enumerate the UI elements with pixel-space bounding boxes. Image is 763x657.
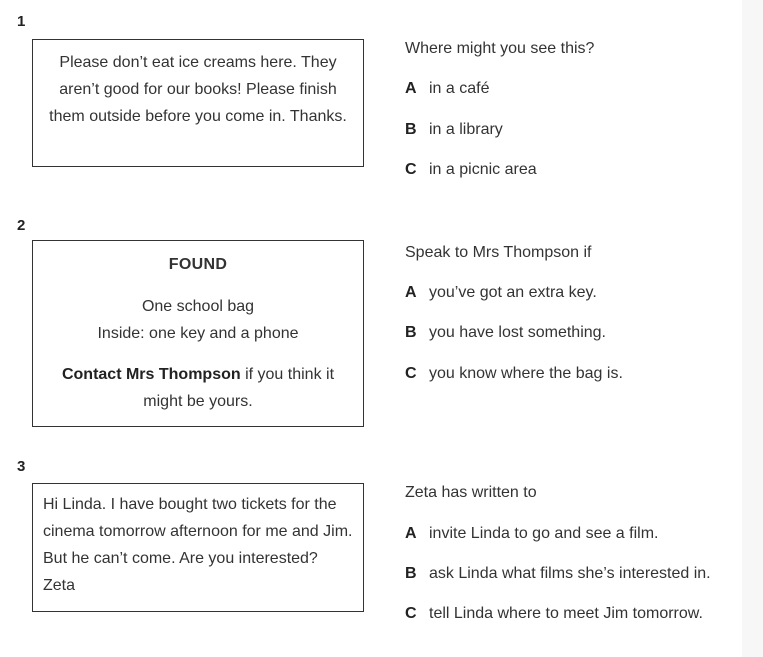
- option-text: you have lost something.: [429, 324, 606, 341]
- found-title: FOUND: [168, 256, 228, 273]
- question-3-option-a[interactable]: [405, 525, 658, 543]
- option-text: you know where the bag is.: [429, 365, 623, 382]
- option-letter: A: [405, 80, 417, 97]
- question-2-option-c[interactable]: [405, 365, 623, 383]
- notice-3-text: Hi Linda. I have bought two tickets for the cinema tomorrow afternoon for me and Jim. But he can’t come. Are you interested? Zeta: [43, 496, 353, 594]
- contact-name: Contact Mrs Thompson: [61, 366, 241, 383]
- notice-box-1: [32, 39, 364, 167]
- option-letter: B: [405, 565, 417, 582]
- question-1-option-c[interactable]: [405, 161, 537, 179]
- contact-rest: if you think it might be yours.: [143, 366, 335, 410]
- found-line-1: One school bag: [141, 298, 255, 315]
- question-1-option-a[interactable]: [405, 80, 489, 98]
- question-1-prompt: Where might you see this?: [405, 40, 595, 57]
- found-line-2: Inside: one key and a phone: [97, 325, 299, 342]
- question-2-prompt: Speak to Mrs Thompson if: [405, 244, 592, 261]
- option-text: in a café: [429, 80, 490, 97]
- notice-1-text: Please don’t eat ice creams here. They aren’t good for our books! Please finish them outside before you come in. Thanks.: [49, 54, 347, 125]
- found-contact: [45, 361, 351, 415]
- option-text: you’ve got an extra key.: [429, 284, 597, 301]
- option-letter: B: [405, 121, 417, 138]
- question-2-option-b[interactable]: [405, 324, 606, 342]
- option-text: tell Linda where to meet Jim tomorrow.: [429, 605, 703, 622]
- question-number-3: 3: [17, 458, 26, 475]
- option-text: in a picnic area: [429, 161, 537, 178]
- option-letter: A: [405, 284, 417, 301]
- question-2-option-a[interactable]: [405, 284, 597, 302]
- option-letter: C: [405, 365, 417, 382]
- option-letter: A: [405, 525, 417, 542]
- option-letter: C: [405, 161, 417, 178]
- option-text: in a library: [429, 121, 503, 138]
- question-1-option-b[interactable]: [405, 121, 503, 139]
- question-number-1: 1: [17, 13, 26, 30]
- option-letter: B: [405, 324, 417, 341]
- notice-box-3: [32, 483, 364, 612]
- option-letter: C: [405, 605, 417, 622]
- question-3-prompt: Zeta has written to: [405, 484, 537, 501]
- option-text: ask Linda what films she’s interested in.: [429, 565, 711, 582]
- option-text: invite Linda to go and see a film.: [429, 525, 659, 542]
- question-number-2: 2: [17, 217, 26, 234]
- notice-box-2: [32, 240, 364, 427]
- question-3-option-c[interactable]: [405, 605, 703, 623]
- question-3-option-b[interactable]: [405, 565, 711, 583]
- right-edge-strip: [742, 0, 763, 657]
